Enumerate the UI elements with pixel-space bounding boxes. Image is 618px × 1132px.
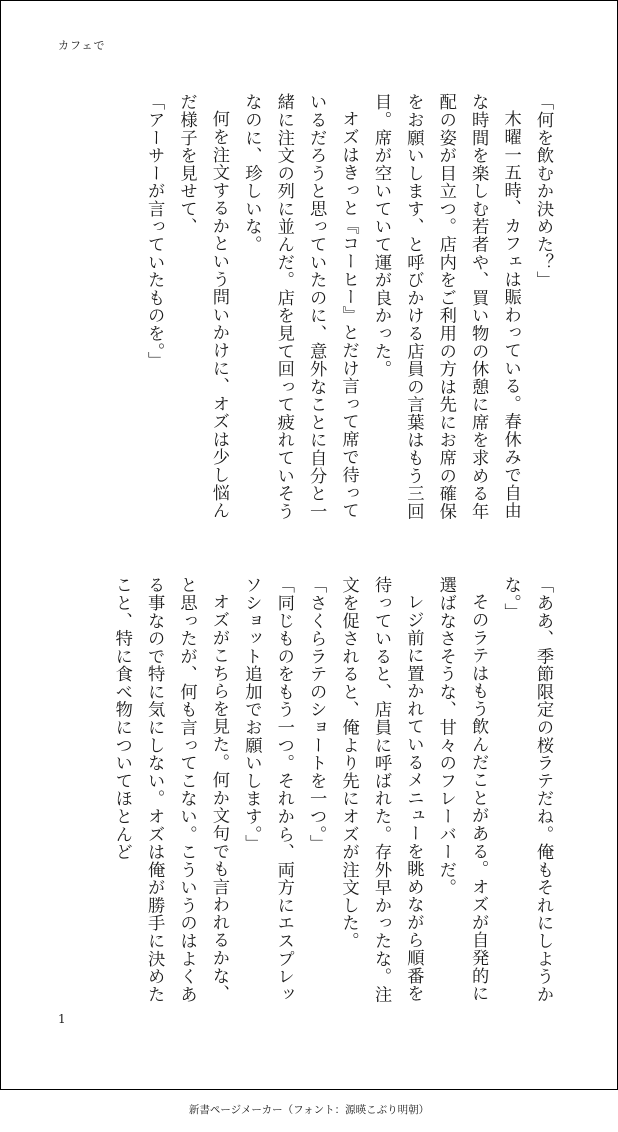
paragraph: そのラテはもう飲んだことがある。オズが自発的に選ばなさそうな、甘々のフレーバーだ。 [435,576,489,1003]
paragraph: 木曜一五時、カフェは賑わっている。春休みで自由な時間を楽しむ若者や、買い物の休憩に席を求める年配の姿が目立つ。店内をご利用の方は先にお席の確保をお願いします、と呼びかける店員の言葉はもう三回目。席が空いていて運が良かった。 [370,93,521,520]
paragraph: 「アーサーが言っていたものを。」 [144,93,165,369]
page-number: 1 [58,1012,66,1026]
paragraph: 「何を飲むか決めた？」 [533,93,553,289]
footer-credit: 新書ページメーカー（フォント：源暎こぶり明朝） [188,1104,430,1116]
text-block-bottom [39,576,559,1008]
paragraph: 「同じものをもう一つ。それから、両方にエスプレッソショット追加でお願いします。」 [241,576,294,1003]
paragraph: レジ前に置かれているメニューを眺めながら順番を待っていると、店員に呼ばれた。存外早かったな。注文を促されると、俺より先にオズが注文した。 [338,576,424,1003]
paragraph: 「さくらラテのショートを一つ。」 [306,576,327,852]
text-block-top [39,93,559,525]
paragraph: 「ああ、季節限定の桜ラテだね。俺もそれにしようかな。」 [500,576,553,1003]
running-title: カフェで [58,39,106,52]
paragraph: オズがこちらを見た。何か文句でも言われるかな、と思ったが、何も言ってこない。こういうのはよくある事なので特に気にしない。オズは俺が勝手に決めたこと、特に食べ物についてほとんど [111,576,229,1003]
paragraph: 何を注文するかという問いかけに、オズは少し悩んだ様子を見せて、 [176,93,229,520]
paragraph: オズはきっと『コーヒー』とだけ言って席で待っているだろうと思っていたのに、意外なことに自分と一緒に注文の列に並んだ。店を見て回って疲れていそうなのに、珍しいな。 [241,93,359,520]
